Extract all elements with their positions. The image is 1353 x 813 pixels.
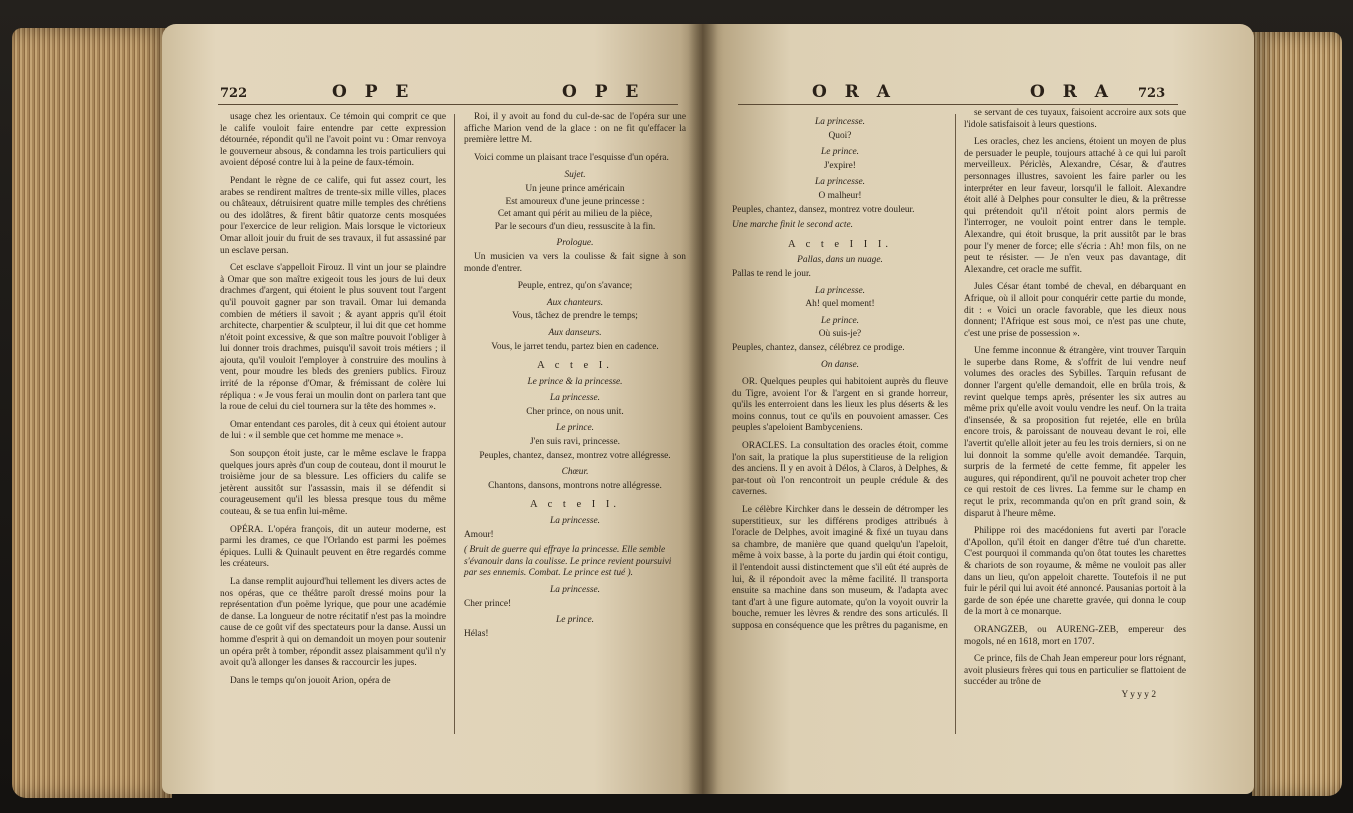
entry-oracles: ORACLES. La consultation des oracles étoit, comme l'on sait, la pratique la plus superstitieuse de la religion des anciens. Il y en avoit à Délos, à Claros, à Delphes, & par-tout où l'on rencontroit un peuple crédule & des cavernes. <box>732 441 948 498</box>
paragraph: Un musicien va vers la coulisse & fait signe à son monde d'entrer. <box>464 251 686 274</box>
play-line: Peuples, chantez, dansez, montrez votre douleur. <box>732 204 915 215</box>
play-line: Chantons, dansons, montrons notre allégresse. <box>488 480 662 491</box>
speaker: Chœur. <box>561 467 589 478</box>
speaker: La princesse. <box>550 585 600 595</box>
play-line: Amour! <box>464 529 494 540</box>
entry-or: OR. Quelques peuples qui habitoient auprès du fleuve du Tigre, avoient l'or & l'argent en si grande horreur, qu'ils les enterroient dans les lieux les plus déserts & les moins connus, tout ce qu'ils en pouvoient amasser. Ces peuples s'apeloient Bambyceniens. <box>732 377 948 434</box>
left-page <box>162 24 702 794</box>
play-line: Peuples, chantez, dansez, montrez votre allégresse. <box>479 450 671 461</box>
paragraph: Son soupçon étoit juste, car le même esclave le frappa quelques jours après d'un coup de couteau, dont il mourut le troisième jour de sa blessure. Les officiers du calife se jetèrent aussitôt sur l'assassin, mais il se défendit si courageusement qu'il les blessa presque tous du même couteau, & se tua enfin lui-même. <box>220 449 446 517</box>
play-line: Hélas! <box>464 628 489 639</box>
paragraph: Jules César étant tombé de cheval, en débarquant en Afrique, où il alloit pour conquérir cette partie du monde, dit : « Voici un oracle favorable, que les dieux nous donnent; l'Afrique est sous moi, ce n'est pas une chute, c'est une prise de possession ». <box>964 282 1186 339</box>
book-gutter <box>688 24 718 794</box>
paragraph: Voici comme un plaisant trace l'esquisse d'un opéra. <box>474 152 669 163</box>
left-page-edges <box>12 28 172 798</box>
paragraph: usage chez les orientaux. Ce témoin qui comprit ce que le calife vouloit faire entendre par cette expression détournée, répondit qu'il ne l'avoit point vu : Omar renvoya le gouverneur absous, & condamna les trois particuliers qui avoient déposé contre lui à la peine de faux-témoin. <box>220 112 446 169</box>
speaker: La princesse. <box>815 177 865 188</box>
stage-direction: Une marche finit le second acte. <box>732 220 853 231</box>
stage-direction: Pallas, dans un nuage. <box>797 255 883 266</box>
play-line: Pallas te rend le jour. <box>732 268 811 279</box>
play-line: Peuples, chantez, dansez, célébrez ce prodige. <box>732 342 905 353</box>
play-line: Où suis-je? <box>818 329 862 340</box>
speaker: La princesse. <box>550 393 600 404</box>
page-number-left: 722 <box>220 86 248 101</box>
play-line: J'expire! <box>824 160 856 171</box>
stage-direction: Aux danseurs. <box>548 327 602 338</box>
paragraph: Philippe roi des macédoniens fut averti par l'oracle d'Apollon, qu'il étoit en danger d'être tué d'un charette. C'est pourquoi il commanda qu'on ôtat toutes les charettes & chariots de son royaume, & même ne vouloit pas aller dans un lieu, qu'on appeloit charette. Toutefois il ne put fuir le péril qui lui avoit été annoncé. Pausanias portoit à la garde de son épée une charette gravée, qui donna le coup de la mort à ce monarque. <box>964 526 1186 618</box>
running-head-left-col2: O P E <box>562 82 645 102</box>
paragraph: Pendant le règne de ce calife, qui fut assez court, les arabes se rendirent maîtres de trente-six mille villes, places ou châteaux, détruisirent quatre mille temples des chrétiens ou des idolâtres, & firent bâtir quatorze cents mosquées pour l'exercice de leur religion. Mais lorsque le victorieux Omar alloit jouir du fruit de ses travaux, il fut assassiné par un esclave persan. <box>220 175 446 256</box>
verse-line: Est amoureux d'une jeune princesse : <box>505 196 645 207</box>
speaker: La princesse. <box>815 285 865 296</box>
left-page-column-1 <box>220 112 446 693</box>
entry-orangzeb: ORANGZEB, ou AURENG-ZEB, empereur des mogols, né en 1618, mort en 1707. <box>964 624 1186 647</box>
play-line: Ah! quel moment! <box>805 299 875 310</box>
paragraph: Les oracles, chez les anciens, étoient un moyen de plus de persuader le peuple, toujours attaché à ce qui lui paroît merveilleux. Périclès, Alexandre, César, & d'autres personnages illustres, savoient les faire parler ou les interpréter en leur faveur, lorsqu'il le falloit. Alexandre étoit allé à Delphes pour consulter le dieu, & la prêtresse qui prétendoit qu'il n'étoit point alors permis de l'interroger, ne vouloit point entrer dans le temple. Alexandre, qui étoit brusque, la prit aussitôt par le bras pour l'y mener de force; elle s'écria : Ah! mon fils, on ne peut te résister. — Je n'en veux pas davantage, dit Alexandre, cet oracle me suffit. <box>964 137 1186 275</box>
page-number-right: 723 <box>1138 86 1166 101</box>
stage-direction: ( Bruit de guerre qui effraye la princesse. Elle semble s'évanouir dans la coulisse. Le prince revient poursuivi par ses ennemis. Combat. Le prince est tué ). <box>464 545 672 579</box>
paragraph: Ce prince, fils de Chah Jean empereur pour lors régnant, avoit plusieurs frères qui tous en particulier se flattoient de succéder au trône de <box>964 654 1186 688</box>
stage-direction: Le prince & la princesse. <box>527 376 623 387</box>
paragraph: Roi, il y avoit au fond du cul-de-sac de l'opéra sur une affiche Marion vend de la glace : on ne fit qu'effacer la première lettre M. <box>464 112 686 146</box>
act-heading: A c t e I. <box>537 360 613 372</box>
paragraph: La danse remplit aujourd'hui tellement les divers actes de nos opéras, que ce théâtre paroît dressé moins pour la représentation d'un poëme lyrique, que pour une académie de danse. La longueur de notre récitatif n'est pas la moindre cause de ce goût vif des spectateurs pour la danse. Aussi un homme d'esprit à qui on demandoit un moyen pour soutenir un opéra prêt à tomber, répondit assez plaisamment qu'il n'y avoit qu'à allonger les danses & raccourcir les jupes. <box>220 576 446 669</box>
open-book <box>12 6 1342 806</box>
play-line: Vous, tâchez de prendre le temps; <box>512 311 638 322</box>
verse-line: Par le secours d'un dieu, ressuscite à la fin. <box>494 221 656 232</box>
column-divider-left <box>454 114 455 734</box>
left-page-column-2 <box>464 112 686 642</box>
column-divider-right <box>955 114 956 734</box>
header-rule-left <box>218 104 678 105</box>
header-rule-right <box>738 104 1178 105</box>
prologue-label: Prologue. <box>556 238 594 249</box>
speaker: Le prince. <box>820 147 859 158</box>
play-line: Vous, le jarret tendu, partez bien en cadence. <box>491 341 659 352</box>
play-line: Cher prince! <box>464 598 512 609</box>
play-line: Peuple, entrez, qu'on s'avance; <box>517 281 633 292</box>
entry-opera: OPÉRA. L'opéra françois, dit un auteur moderne, est parmi les drames, ce que l'Orlando est parmi les poëmes épiques. Lulli & Quinault peuvent en être regardés comme les créateurs. <box>220 524 446 570</box>
paragraph: Dans le temps qu'on jouoit Arion, opéra de <box>230 675 391 686</box>
stage-direction: On danse. <box>820 359 860 370</box>
paragraph: se servant de ces tuyaux, faisoient accroire aux sots que l'idole satisfaisoit à leurs questions. <box>964 108 1186 130</box>
running-head-right-col2: O R A <box>1030 82 1114 102</box>
speaker: Le prince. <box>555 615 594 626</box>
speaker: Le prince. <box>555 423 594 434</box>
play-line: J'en suis ravi, princesse. <box>530 437 620 448</box>
paragraph: Cet esclave s'appelloit Firouz. Il vint un jour se plaindre à Omar que son maître exigeoit tous les jours de lui deux drachmes d'argent, qui étoient le plus souvent tout l'argent qu'il pouvoit gagner par son travail. Omar lui demanda combien de métiers il savoit ; & ayant appris qu'il étoit architecte, charpentier & sculpteur, il lui dit que cet homme n'étoit point excessive, & que son maître pouvoit l'obliger à lui donner trois drachmes, puisqu'il savoit trois métiers ; il ajouta, qu'il vouloit l'employer à construire des moulins à vent, pour moudre les bleds des greniers publics. Firouz irrité de la réponse d'Omar, & frémissant de colère lui répliqua : « Je vous ferai un moulin dont on parlera tant que la roue de celui du ciel tournera sur la tête des hommes ». <box>220 263 446 413</box>
play-line: Quoi? <box>828 130 852 141</box>
act-heading: A c t e I I I. <box>787 238 893 250</box>
right-page-edges <box>1252 32 1342 796</box>
right-page-column-2 <box>964 108 1186 702</box>
running-head-left-col1: O P E <box>332 82 415 102</box>
play-line: Cher prince, on nous unit. <box>526 406 624 417</box>
act-heading: A c t e I I. <box>530 499 620 511</box>
subject-label: Sujet. <box>564 170 586 181</box>
speaker: La princesse. <box>550 516 600 527</box>
paragraph: Omar entendant ces paroles, dit à ceux qui étoient autour de lui : « il semble que cet homme me menace ». <box>220 419 446 442</box>
play-line: O malheur! <box>818 190 862 201</box>
verse-line: Un jeune prince américain <box>525 183 625 194</box>
right-page <box>702 24 1254 794</box>
catchword: Y y y y 2 <box>1121 689 1156 700</box>
verse-line: Cet amant qui périt au milieu de la pièce, <box>497 209 653 220</box>
paragraph: Une femme inconnue & étrangère, vint trouver Tarquin le superbe dans Rome, & s'offrit de lui vendre neuf volumes des oracles des Sybilles. Tarquin refusant de donner l'argent qu'elle demandoit, elle en brûla trois, & revint quelque temps après, présenter les six autres au même prix qu'elle avoit voulu vendre les neuf. On la traita d'insensée, & sa proposition fut rejetée, elle en brûla encore trois, & paroissant de nouveau devant le roi, elle l'avertit qu'elle alloit jeter au feu les trois derniers, si on ne lui donnoit la somme qu'elle avoit demandée. Tarquin, surpris de la fermeté de cette femme, fit appeler les augures, qui répondirent, qu'il ne pouvoit acheter trop cher ce qui restoit de ces livres. La femme sur le champ en reçut le prix, recommanda qu'on en prît grand soin, & disparut à l'heure même. <box>964 346 1186 519</box>
paragraph: Le célèbre Kirchker dans le dessein de détromper les superstitieux, sur les différens prodiges attribués à l'oracle de Delphes, avoit imaginé & fixé un tuyau dans sa chambre, de manière que quand quelqu'un l'apeloit, même à voix basse, à la porte du jardin qui étoit contigu, il l'entendoit aussi distinctement que s'il eût été auprès de lui, & il répondoit avec la même facilité. Il transporta ensuite sa machine dans son museum, & l'adapta avec tant d'art à une figure automate, qu'on la voyoit ouvrir la bouche, remuer les lèvres & rendre des sons articulés. Il supposa en conséquence que les prêtres du paganisme, en <box>732 505 948 631</box>
running-head-right-col1: O R A <box>812 82 896 102</box>
stage-direction: Aux chanteurs. <box>546 297 604 308</box>
right-page-column-1 <box>732 112 948 639</box>
speaker: Le prince. <box>820 315 859 326</box>
speaker: La princesse. <box>815 117 865 127</box>
